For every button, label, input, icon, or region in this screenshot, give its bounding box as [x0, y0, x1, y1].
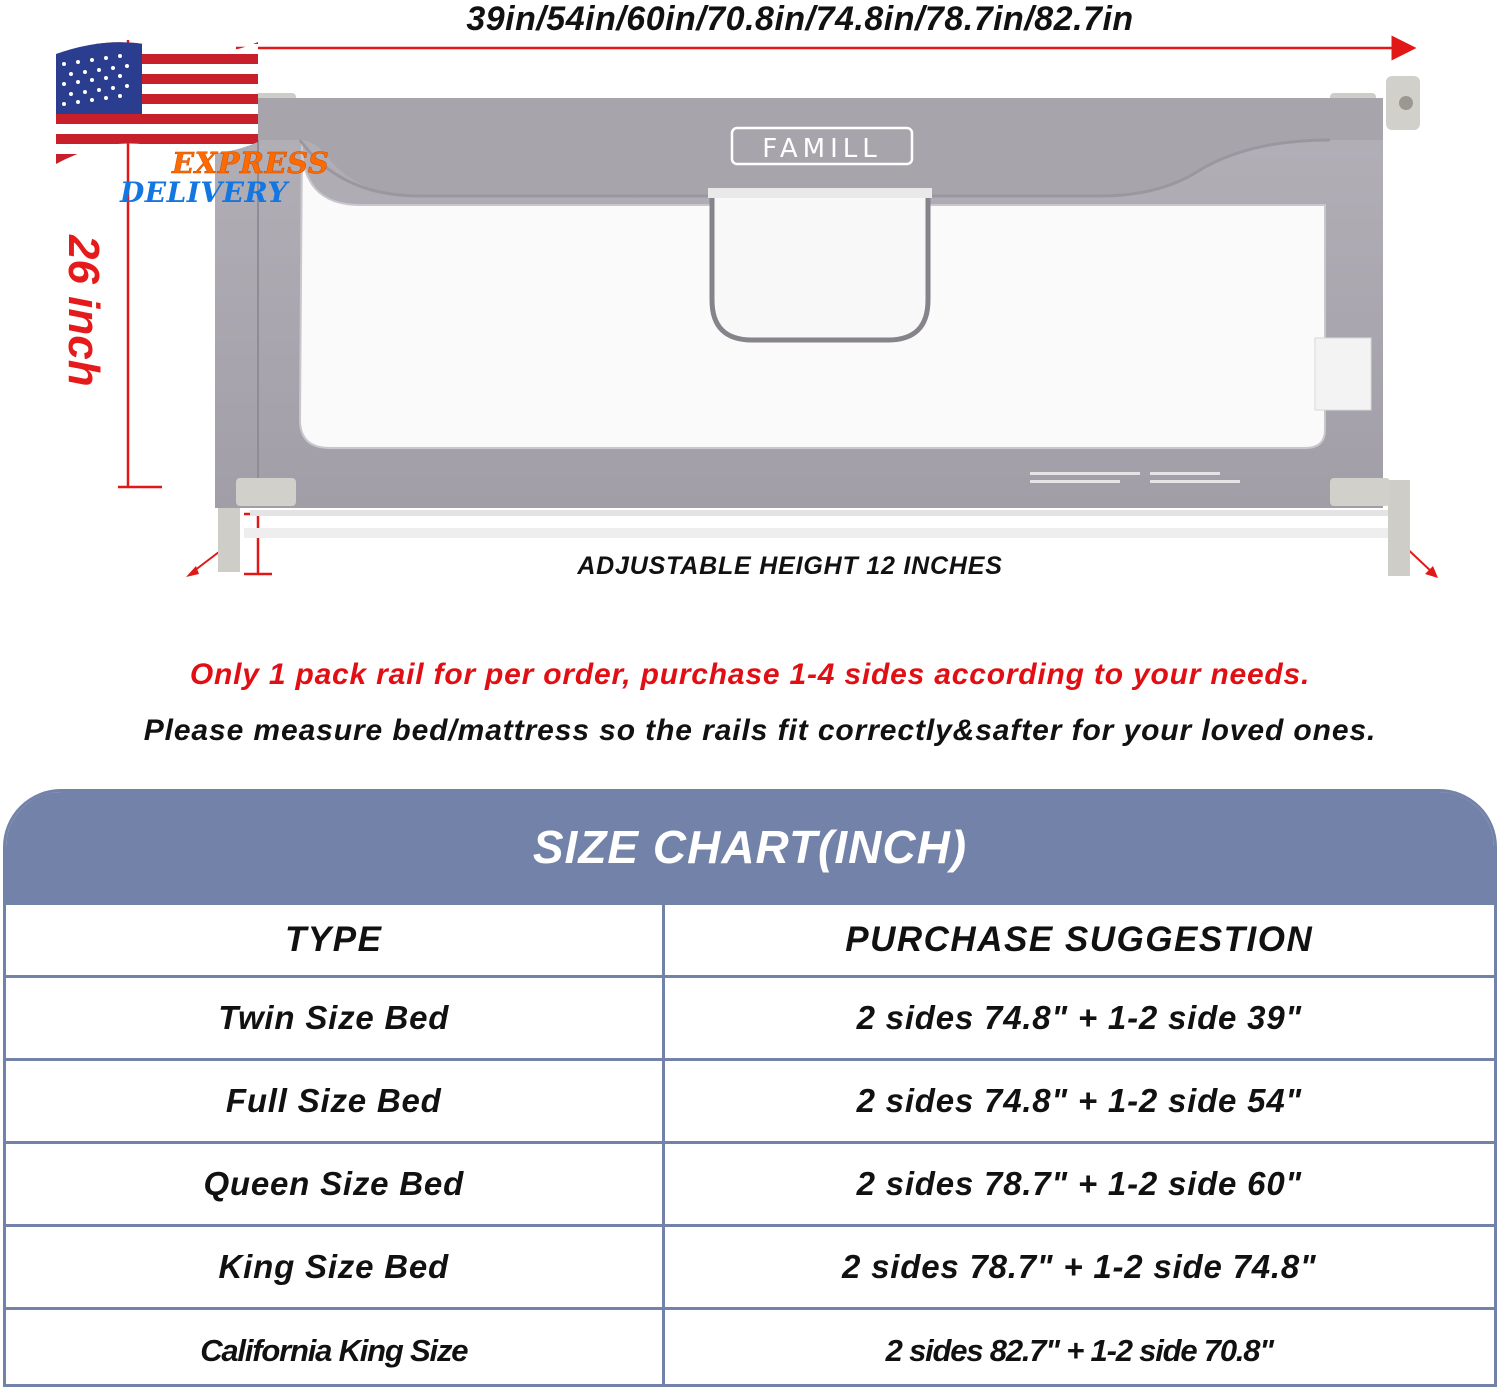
bed-type-cell: Full Size Bed — [6, 1060, 663, 1143]
table-row — [6, 977, 1494, 1060]
height-label — [36, 230, 116, 410]
bed-type-cell: King Size Bed — [6, 1226, 663, 1309]
adjustable-height-marker — [244, 514, 272, 574]
bed-type-cell: Queen Size Bed — [6, 1143, 663, 1226]
table-row — [6, 1060, 1494, 1143]
column-header-type: TYPE — [6, 904, 663, 977]
suggestion-cell: 2 sides 78.7" + 1-2 side 60" — [663, 1143, 1494, 1226]
size-chart — [3, 789, 1497, 1387]
height-label-text: 26 inch — [59, 235, 108, 387]
leg-right — [1388, 480, 1410, 576]
suggestion-cell: 2 sides 82.7" + 1-2 side 70.8" — [663, 1309, 1494, 1388]
table-row — [6, 1226, 1494, 1309]
bed-type-cell: California King Size — [6, 1309, 663, 1388]
suggestion-cell: 2 sides 78.7" + 1-2 side 74.8" — [663, 1226, 1494, 1309]
size-chart-title: SIZE CHART(INCH) — [532, 821, 968, 873]
table-row — [6, 1309, 1494, 1388]
delivery-badge-text: DELIVERY — [120, 176, 288, 209]
width-options-label: 39in/54in/60in/70.8in/74.8in/78.7in/82.7in — [466, 0, 1134, 38]
measure-note: Please measure bed/mattress so the rails fit correctly&safter for your loved ones. — [143, 714, 1377, 747]
size-chart-header — [6, 792, 1494, 902]
table-row — [6, 1143, 1494, 1226]
suggestion-cell: 2 sides 74.8" + 1-2 side 54" — [663, 1060, 1494, 1143]
size-chart-table — [6, 902, 1494, 1387]
brand-logo-text: FAMILL — [762, 134, 882, 164]
suggestion-cell: 2 sides 74.8" + 1-2 side 39" — [663, 977, 1494, 1060]
order-note: Only 1 pack rail for per order, purchase 1-4 sides according to your needs. — [189, 658, 1311, 691]
column-header-suggestion: PURCHASE SUGGESTION — [663, 904, 1494, 977]
table-header-row — [6, 904, 1494, 977]
bed-type-cell: Twin Size Bed — [6, 977, 663, 1060]
storage-pocket — [712, 198, 928, 340]
adjustable-height-label: ADJUSTABLE HEIGHT 12 INCHES — [577, 552, 1003, 580]
express-badge-text: EXPRESS — [172, 146, 330, 180]
